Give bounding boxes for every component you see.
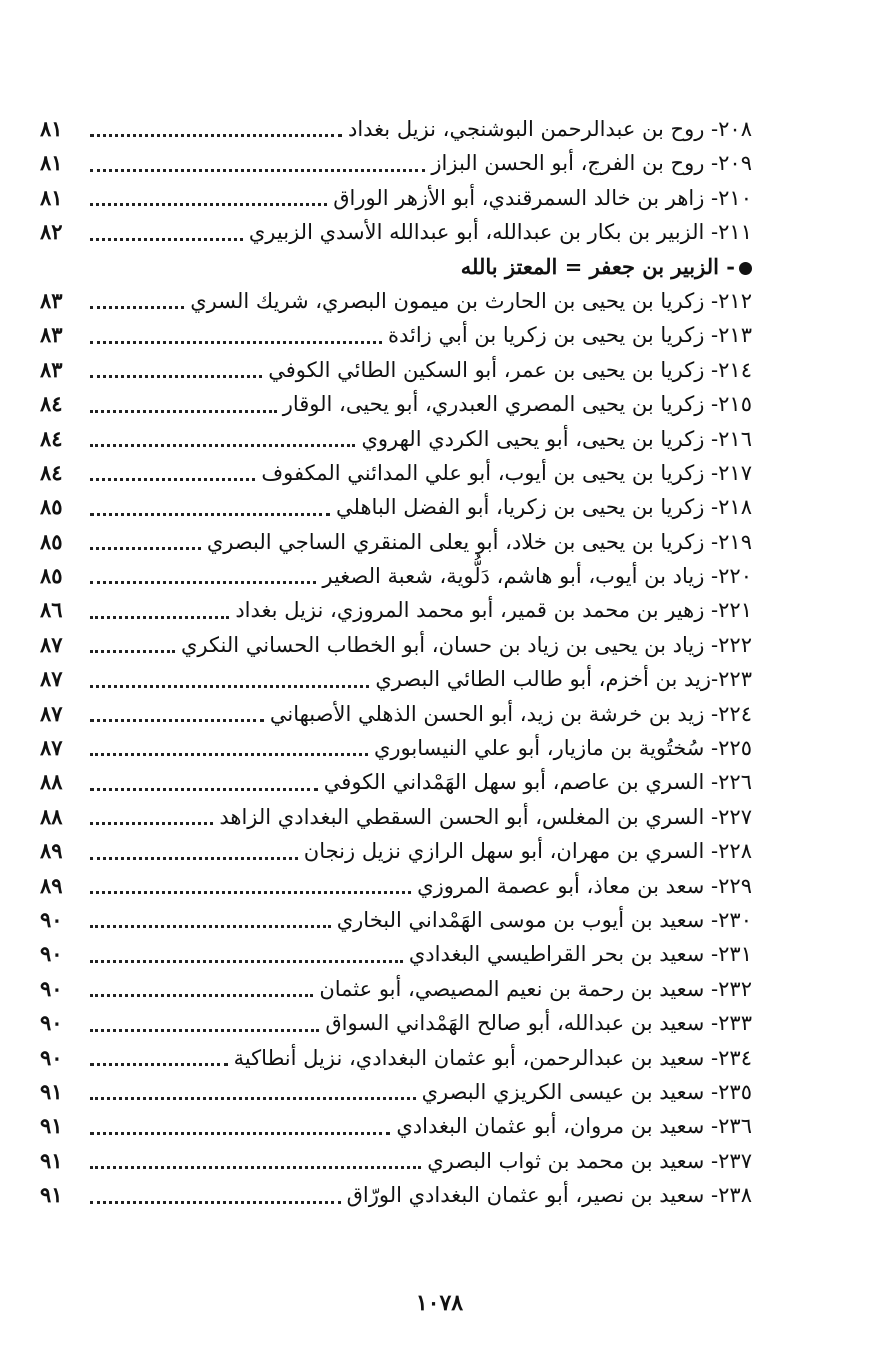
- dot-leader: [90, 822, 213, 825]
- toc-entry-text: ٢٣٤- سعيد بن عبدالرحمن، أبو عثمان البغدادي، نزيل أنطاكية: [233, 1045, 752, 1070]
- toc-entry-text: ٢٢١- زهير بن محمد بن قمير، أبو محمد المروزي، نزيل بغداد: [235, 598, 752, 623]
- toc-entry-title: [347, 1178, 752, 1212]
- toc-entry: [40, 1178, 752, 1212]
- toc-entry-text: ٢٢٦- السري بن عاصم، أبو سهل الهَمْداني الكوفي: [323, 770, 752, 795]
- toc-entry-text: - الزبير بن جعفر = المعتز بالله: [460, 253, 735, 279]
- toc-page-number: ٨٧: [40, 631, 63, 657]
- toc-page-number: ٨٤: [40, 425, 63, 451]
- dot-leader: [90, 994, 313, 997]
- toc-entry-title: [361, 422, 752, 456]
- toc-entry: [40, 800, 752, 834]
- dot-leader: [90, 650, 175, 653]
- dot-leader: [90, 1029, 319, 1032]
- dot-leader: [90, 1063, 228, 1066]
- toc-page-number: ٩٠: [40, 941, 63, 967]
- toc-entry-text: ٢١٥- زكريا بن يحيى المصري العبدري، أبو يحيى، الوقار: [282, 392, 752, 417]
- toc-entry: [40, 1075, 752, 1109]
- toc-page-number: ٨٩: [40, 838, 63, 864]
- toc-entry-title: [336, 490, 752, 524]
- toc-page-number: ٨٧: [40, 735, 63, 761]
- dot-leader: [90, 547, 201, 550]
- toc-entry-title: [207, 525, 752, 559]
- toc-entry-text: ٢٣٢- سعيد بن رحمة بن نعيم المصيصي، أبو عثمان: [319, 976, 752, 1001]
- toc-entry-title: [417, 869, 752, 903]
- toc-page-number: ٨٧: [40, 666, 63, 692]
- toc-entry: [40, 1041, 752, 1075]
- dot-leader: [90, 891, 411, 894]
- toc-entry: [40, 181, 752, 215]
- toc-page-number: ٨٦: [40, 597, 63, 623]
- toc-entry-text: ٢١٦- زكريا بن يحيى، أبو يحيى الكردي الهروي: [361, 426, 752, 451]
- dot-leader: [90, 753, 368, 756]
- toc-entry-title: [374, 731, 752, 765]
- toc-page-number: ٩٠: [40, 975, 63, 1001]
- toc-entry-title: [348, 112, 752, 146]
- toc-entry-text: ٢٣٨- سعيد بن نصير، أبو عثمان البغدادي الورّاق: [346, 1183, 752, 1208]
- toc-entry-text: ٢٣٠- سعيد بن أيوب بن موسى الهَمْداني البخاري: [336, 907, 752, 932]
- toc-entry: [40, 422, 752, 456]
- toc-entry: [40, 318, 752, 352]
- toc-page-number: ٨٨: [40, 803, 63, 829]
- toc-entry-text: ٢١٧- زكريا بن يحيى بن أيوب، أبو علي المدائني المكفوف: [261, 460, 752, 485]
- toc-page-number: ٨٢: [40, 219, 63, 245]
- toc-page-number: ٨١: [40, 150, 63, 176]
- dot-leader: [90, 203, 327, 206]
- toc-entry: [40, 593, 752, 627]
- toc-entry-text: ٢٣٦- سعيد بن مروان، أبو عثمان البغدادي: [396, 1114, 752, 1139]
- toc-entry-title: [375, 662, 752, 696]
- toc-entry: [40, 112, 752, 146]
- toc-entry: [40, 697, 752, 731]
- toc-entry-text: ٢٢٣-زيد بن أخزم، أبو طالب الطائي البصري: [375, 667, 752, 692]
- toc-entry-title: [283, 387, 752, 421]
- dot-leader: [90, 410, 277, 413]
- toc-entry-text: ٢٠٩- روح بن الفرج، أبو الحسن البزاز: [431, 151, 752, 176]
- toc-page-number: ٩٠: [40, 1044, 63, 1070]
- toc-entry-title: [409, 937, 752, 971]
- toc-entry-title: [461, 250, 752, 284]
- page-number: ١٠٧٨: [415, 1290, 464, 1316]
- toc-entry: [40, 456, 752, 490]
- toc-page-number: ٨٥: [40, 563, 63, 589]
- toc-page-number: ٨٩: [40, 872, 63, 898]
- dot-leader: [90, 960, 403, 963]
- dot-leader: [90, 685, 369, 688]
- dot-leader: [90, 134, 342, 137]
- dot-leader: [90, 1132, 390, 1135]
- toc-entry-title: [219, 800, 752, 834]
- toc-entry-title: [396, 1109, 752, 1143]
- dot-leader: [90, 581, 316, 584]
- toc-entry-text: ٢١١- الزبير بن بكار بن عبدالله، أبو عبدالله الأسدي الزبيري: [248, 220, 752, 245]
- toc-entry-title: [234, 1041, 752, 1075]
- toc-entry-title: [333, 181, 752, 215]
- toc-entry: [40, 1144, 752, 1178]
- dot-leader: [90, 788, 318, 791]
- toc-entry-text: ٢٣١- سعيد بن بحر القراطيسي البغدادي: [408, 942, 752, 967]
- toc-page-number: ٩٠: [40, 906, 63, 932]
- toc-entry-title: [337, 903, 752, 937]
- toc-entry-title: [268, 353, 752, 387]
- toc-entry-text: ٢١٠- زاهر بن خالد السمرقندي، أبو الأزهر الوراق: [333, 185, 752, 210]
- toc-entry: [40, 937, 752, 971]
- toc-entry-text: ٢٢٨- السري بن مهران، أبو سهل الرازي نزيل زنجان: [303, 839, 752, 864]
- toc-page-number: ٨٣: [40, 322, 63, 348]
- toc-page-number: ٨٣: [40, 287, 63, 313]
- toc-entry-text: ٢١٤- زكريا بن يحيى بن عمر، أبو السكين الطائي الكوفي: [268, 357, 752, 382]
- toc-page-number: ٨٤: [40, 391, 63, 417]
- toc-entry: [40, 353, 752, 387]
- toc-entry-text: ٢٢٢- زياد بن يحيى بن زياد بن حسان، أبو الخطاب الحساني النكري: [180, 632, 752, 657]
- toc-page-number: ٨٥: [40, 494, 63, 520]
- dot-leader: [90, 375, 262, 378]
- dot-leader: [90, 444, 355, 447]
- dot-leader: [90, 238, 243, 241]
- toc-page-number: ٩١: [40, 1078, 63, 1104]
- toc-page-number: ٩١: [40, 1113, 63, 1139]
- toc-entry-text: ٢٣٣- سعيد بن عبدالله، أبو صالح الهَمْداني السواق: [325, 1011, 752, 1036]
- toc-page-number: ٩١: [40, 1147, 63, 1173]
- toc-entry: [40, 1006, 752, 1040]
- dot-leader: [90, 478, 255, 481]
- toc-entry-text: ٢١٣- زكريا بن يحيى بن زكريا بن أبي زائدة: [387, 323, 752, 348]
- toc-entry-text: ٢٣٥- سعيد بن عيسى الكريزي البصري: [421, 1079, 752, 1104]
- toc-entry: [40, 284, 752, 318]
- toc-entry-title: [261, 456, 752, 490]
- toc-entry-text: ٢١٢- زكريا بن يحيى بن الحارث بن ميمون البصري، شريك السري: [190, 288, 752, 313]
- toc-entry: [40, 559, 752, 593]
- toc-entry-title: [322, 559, 752, 593]
- toc-entry: [40, 387, 752, 421]
- toc-entry: [40, 765, 752, 799]
- toc-entry-title: [325, 1006, 752, 1040]
- toc-page-number: ٨٨: [40, 769, 63, 795]
- toc-page-number: ٨٧: [40, 700, 63, 726]
- toc-entry-text: ٢٢٩- سعد بن معاذ، أبو عصمة المروزي: [417, 873, 752, 898]
- toc-page-number: ٩١: [40, 1182, 63, 1208]
- toc-entry-title: [304, 834, 752, 868]
- toc-entry-title: [249, 215, 752, 249]
- dot-leader: [90, 1166, 421, 1169]
- dot-leader: [90, 925, 331, 928]
- toc-page-number: ٨٥: [40, 528, 63, 554]
- toc-entry: [40, 731, 752, 765]
- toc-entry: [40, 903, 752, 937]
- dot-leader: [90, 857, 298, 860]
- dot-leader: [90, 306, 184, 309]
- toc-entry-title: [422, 1075, 752, 1109]
- toc-entry-title: [270, 697, 752, 731]
- toc-entry-title: [190, 284, 752, 318]
- bullet-icon: [739, 262, 752, 275]
- table-of-contents: [40, 112, 752, 1213]
- dot-leader: [90, 169, 425, 172]
- dot-leader: [90, 719, 264, 722]
- toc-entry: [40, 525, 752, 559]
- toc-entry-title: [431, 146, 752, 180]
- toc-entry: [40, 869, 752, 903]
- dot-leader: [90, 1201, 341, 1204]
- toc-entry-text: ٢٠٨- روح بن عبدالرحمن البوشنجي، نزيل بغداد: [347, 116, 752, 141]
- toc-entry-text: ٢٢٠- زياد بن أيوب، أبو هاشم، دَلُّوية، شعبة الصغير: [322, 564, 752, 589]
- toc-page-number: ٨٣: [40, 356, 63, 382]
- toc-entry: [40, 972, 752, 1006]
- dot-leader: [90, 513, 330, 516]
- toc-entry: [40, 1109, 752, 1143]
- toc-page-number: ٨١: [40, 184, 63, 210]
- dot-leader: [90, 341, 382, 344]
- toc-entry-title: [324, 765, 752, 799]
- toc-entry-text: ٢٣٧- سعيد بن محمد بن ثواب البصري: [427, 1148, 752, 1173]
- toc-entry-title: [235, 593, 752, 627]
- toc-page-number: ٨١: [40, 115, 63, 141]
- toc-entry-text: ٢٢٧- السري بن المغلس، أبو الحسن السقطي البغدادي الزاهد: [219, 804, 752, 829]
- toc-entry-text: ٢٢٤- زيد بن خرشة بن زيد، أبو الحسن الذهلي الأصبهاني: [269, 701, 752, 726]
- toc-entry: [40, 490, 752, 524]
- toc-entry-text: ٢٢٥- سُختُوية بن مازيار، أبو علي النيسابوري: [373, 736, 752, 761]
- toc-entry: [40, 834, 752, 868]
- toc-entry-title: [319, 972, 752, 1006]
- toc-page-number: ٨٤: [40, 459, 63, 485]
- dot-leader: [90, 1097, 416, 1100]
- toc-entry-title: [427, 1144, 752, 1178]
- toc-entry-title: [388, 318, 752, 352]
- toc-entry-title: [181, 628, 752, 662]
- toc-page-number: ٩٠: [40, 1010, 63, 1036]
- toc-entry: [40, 628, 752, 662]
- toc-entry: [40, 146, 752, 180]
- toc-cross-reference: [40, 250, 752, 284]
- toc-entry: [40, 215, 752, 249]
- toc-entry-text: ٢١٨- زكريا بن يحيى بن زكريا، أبو الفضل الباهلي: [336, 495, 752, 520]
- dot-leader: [90, 616, 229, 619]
- toc-entry: [40, 662, 752, 696]
- toc-entry-text: ٢١٩- زكريا بن يحيى بن خلاد، أبو يعلى المنقري الساجي البصري: [206, 529, 752, 554]
